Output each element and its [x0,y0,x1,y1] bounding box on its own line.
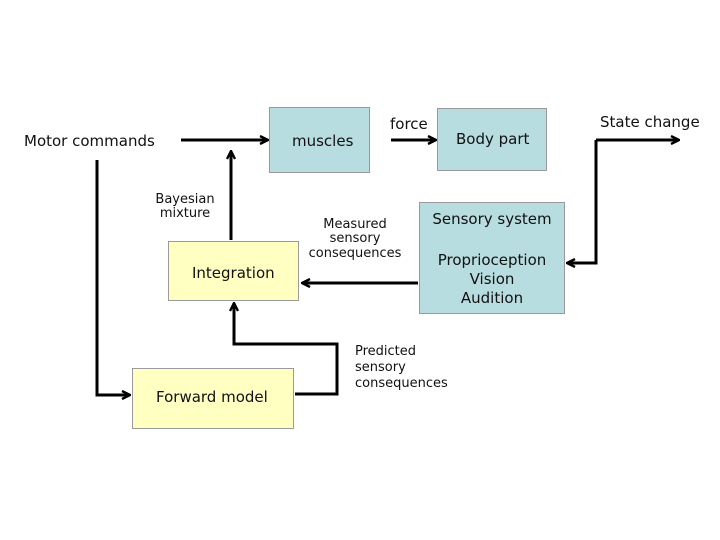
predicted-consequences-arrow [234,303,337,394]
state-to-sensory-arrow [567,140,596,263]
integration-label: Integration [192,264,275,282]
force-label: force [390,115,428,133]
motor-to-forward-model-arrow [97,160,130,395]
measured-consequences-label: Measured sensory consequences [308,217,402,261]
motor-commands-label: Motor commands [24,132,155,150]
muscles-label: muscles [292,132,354,150]
bayesian-mixture-label: Bayesian mixture [155,192,215,222]
sensory-modalities-label: Proprioception Vision Audition [437,251,547,307]
sensory-system-title: Sensory system [432,210,552,228]
state-change-label: State change [600,113,700,131]
forward-model-label: Forward model [156,388,268,406]
body-part-label: Body part [456,130,530,148]
predicted-consequences-label: Predicted sensory consequences [355,344,448,391]
